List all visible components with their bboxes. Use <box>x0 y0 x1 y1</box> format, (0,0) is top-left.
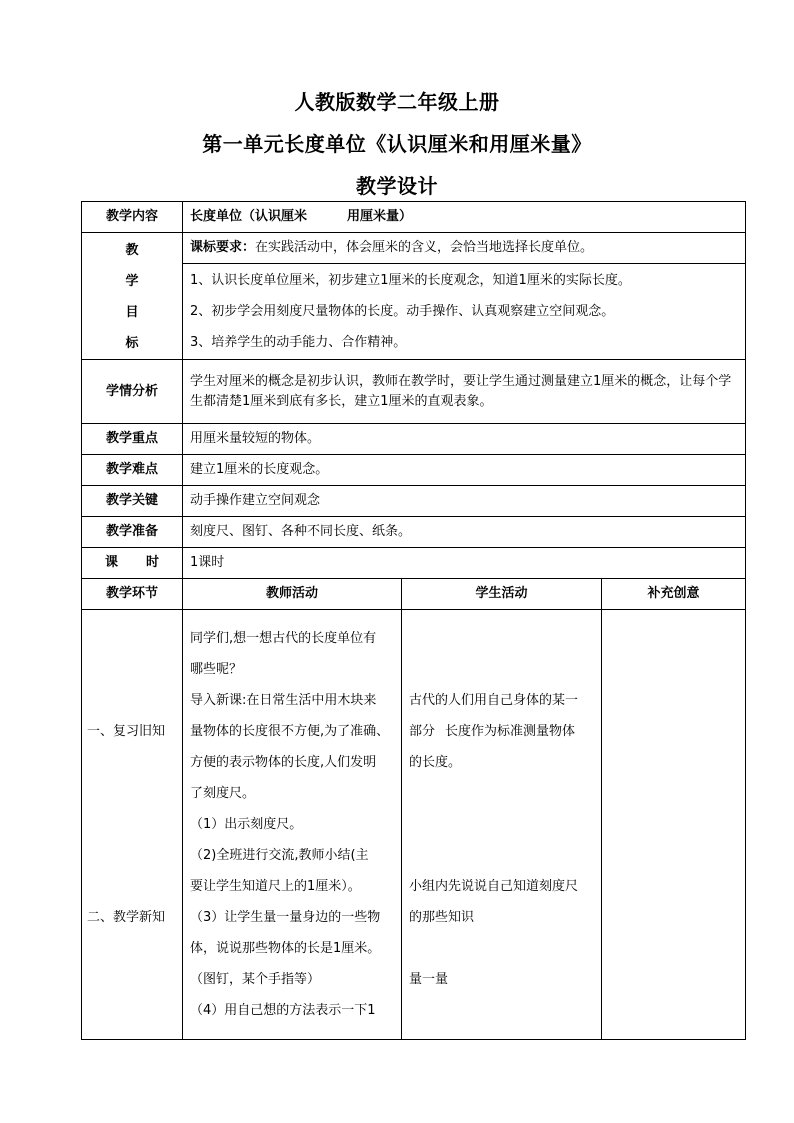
teacher-line: 方便的表示物体的长度,人们发明 <box>190 755 377 770</box>
student-line: 部分 长度作为标准测量物体 <box>409 724 576 739</box>
student-line: 量一量 <box>409 972 449 987</box>
curriculum-standard: 课标要求：在实践活动中，体会厘米的含义，会恰当地选择长度单位。 <box>183 233 746 264</box>
student-line: 的长度。 <box>409 755 462 770</box>
prep-label: 教学准备 <box>82 517 183 548</box>
student-activity <box>402 610 602 1040</box>
key-label: 教学关键 <box>82 486 183 517</box>
teacher-line: 哪些呢？ <box>190 662 243 677</box>
goal-item: 1、认识长度单位厘米，初步建立1厘米的长度观念，知道1厘米的实际长度。 <box>190 273 631 289</box>
teacher-line: 量物体的长度很不方便,为了准确、 <box>190 724 390 739</box>
teacher-line: （3）让学生量一量身边的一些物 <box>190 910 381 925</box>
stage-new: 二、教学新知 <box>87 910 166 925</box>
difficulty-label: 教学难点 <box>82 455 183 486</box>
teacher-line: 体，说说那些物体的长是1厘米。 <box>190 941 381 956</box>
goals-list <box>183 264 746 360</box>
row-difficulty <box>82 455 746 486</box>
analysis-text: 学生对厘米的概念是初步认识，教师在教学时，要让学生通过测量建立1厘米的概念，让每个学生都清楚1厘米到底有多长，建立1厘米的直观表象。 <box>183 360 746 424</box>
col-header-stage: 教学环节 <box>82 579 183 610</box>
goal-item: 3、培养学生的动手能力、合作精神。 <box>190 335 407 351</box>
col-header-teacher: 教师活动 <box>183 579 402 610</box>
extra-ideas <box>602 610 746 1040</box>
focus-label: 教学重点 <box>82 424 183 455</box>
row-prep <box>82 517 746 548</box>
teacher-line: （1）出示刻度尺。 <box>190 817 303 832</box>
row-content <box>82 202 746 233</box>
lesson-title: 第一单元长度单位《认识厘米和用厘米量》 <box>202 132 592 156</box>
goal-item: 2、初步学会用刻度尺量物体的长度。动手操作、认真观察建立空间观念。 <box>190 304 615 320</box>
row-key <box>82 486 746 517</box>
design-subtitle: 教学设计 <box>356 174 438 198</box>
key-value: 动手操作建立空间观念 <box>183 486 746 517</box>
row-analysis <box>82 360 746 424</box>
process-body <box>82 610 746 1040</box>
period-value: 1课时 <box>183 548 746 579</box>
teacher-line: 导入新课:在日常生活中用木块来 <box>190 693 377 708</box>
student-line: 古代的人们用自己身体的某一 <box>409 693 579 708</box>
teacher-line: （4）用自己想的方法表示一下1 <box>190 1003 376 1018</box>
content-value: 长度单位（认识厘米 用厘米量） <box>183 202 746 233</box>
prep-value: 刻度尺、图钉、各种不同长度、纸条。 <box>183 517 746 548</box>
document-title: 人教版数学二年级上册 <box>294 90 500 114</box>
teacher-activity <box>183 610 402 1040</box>
row-standard <box>82 233 746 264</box>
row-focus <box>82 424 746 455</box>
teacher-line: （2)全班进行交流,教师小结(主 <box>190 848 369 863</box>
row-period <box>82 548 746 579</box>
teacher-line: （图钉，某个手指等） <box>190 972 321 987</box>
teacher-line: 同学们,想一想古代的长度单位有 <box>190 631 377 646</box>
difficulty-value: 建立1厘米的长度观念。 <box>183 455 746 486</box>
teacher-line: 了刻度尺。 <box>190 786 256 801</box>
period-label: 课 时 <box>82 548 183 579</box>
stage-column <box>82 610 183 1040</box>
focus-value: 用厘米量较短的物体。 <box>183 424 746 455</box>
stage-review: 一、复习旧知 <box>87 724 166 739</box>
process-header <box>82 579 746 610</box>
analysis-label: 学情分析 <box>82 360 183 424</box>
col-header-extra: 补充创意 <box>602 579 746 610</box>
col-header-student: 学生活动 <box>402 579 602 610</box>
student-line: 小组内先说说自己知道刻度尺 <box>409 879 579 894</box>
student-line: 的那些知识 <box>409 910 475 925</box>
goals-label: 教 学 目 标 <box>82 233 183 360</box>
teacher-line: 要让学生知道尺上的1厘米）。 <box>190 879 361 894</box>
lesson-plan-table <box>81 201 746 1040</box>
content-label: 教学内容 <box>82 202 183 233</box>
